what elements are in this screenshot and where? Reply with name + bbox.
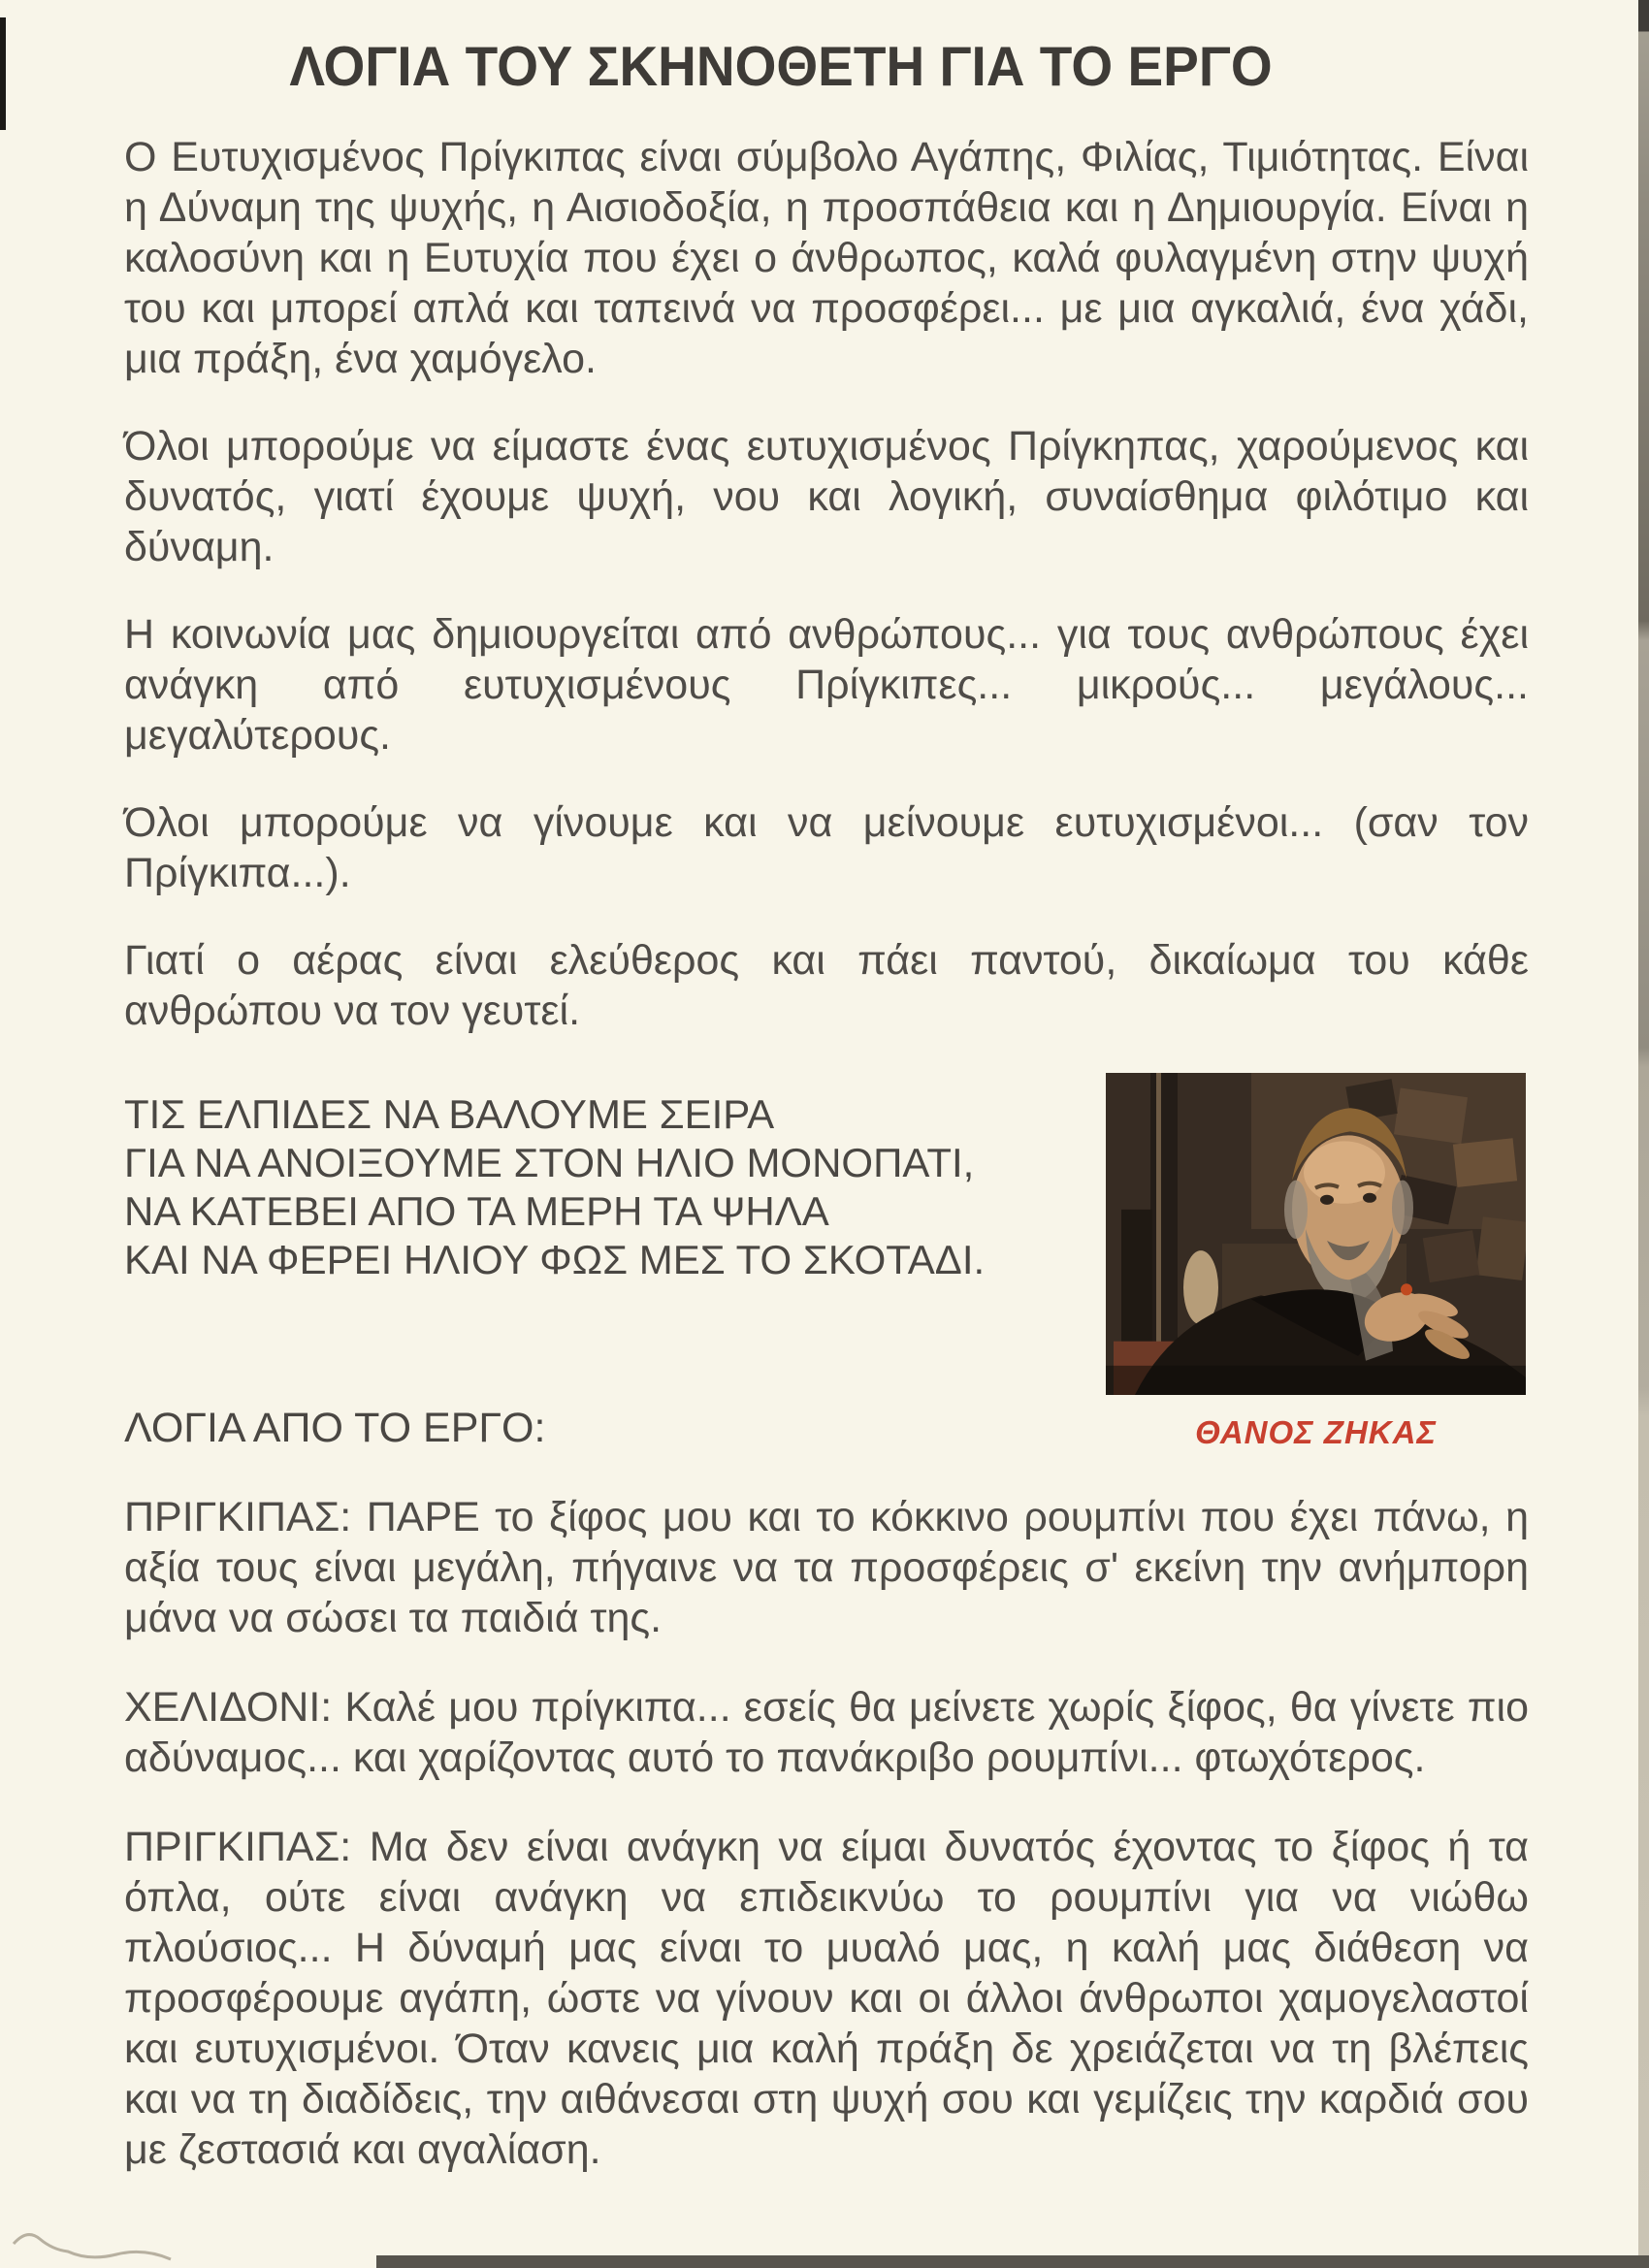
dialogue-text: ΠΑΡΕ το ξίφος μου και το κόκκινο ρουμπίνι που έχει πάνω, η αξία τους είναι μεγάλη, πήγαινε να τα προσφέρεις σ' εκείνη την ανήμπορη μάνα να σώσει τα παιδιά της. (124, 1494, 1529, 1641)
poem-line: ΤΙΣ ΕΛΠΙΔΕΣ ΝΑ ΒΑΛΟΥΜΕ ΣΕΙΡΑ (124, 1091, 775, 1137)
scan-edge-right (1638, 0, 1649, 2268)
poem-line: ΓΙΑ ΝΑ ΑΝΟΙΞΟΥΜΕ ΣΤΟΝ ΗΛΙΟ ΜΟΝΟΠΑΤΙ, (124, 1140, 975, 1185)
dialogue-paragraph (124, 1682, 1529, 1783)
director-paragraph: Όλοι μπορούμε να είμαστε ένας ευτυχισμένος Πρίγκηπας, χαρούμενος και δυνατός, γιατί έχουμε ψυχή, νου και λογική, συναίσθημα φιλότιμο και δύναμη. (124, 423, 1529, 570)
dialogue-text: Μα δεν είναι ανάγκη να είμαι δυνατός έχοντας το ξίφος ή τα όπλα, ούτε είναι ανάγκη να επιδεικνύω το ρουμπίνι για να νιώθω πλούσιος... Η δύναμή μας είναι το μυαλό μας, η καλή μας διάθεση να προσφέρουμε αγάπη, ώστε να γίνουν και οι άλλοι άνθρωποι χαμογελαστοί και ευτυχισμένοι. Όταν κανεις μια καλή πράξη δε χρειάζεται να τη βλέπεις και να τη διαδίδεις, την αιθάνεσαι στη ψυχή σου και γεμίζεις την καρδιά σου με ζεστασιά και αγαλίαση. (124, 1824, 1529, 2173)
dialogue-text: Καλέ μου πρίγκιπα... εσείς θα μείνετε χωρίς ξίφος, θα γίνετε πιο αδύναμος... και χαρίζοντας αυτό το πανάκριβο ρουμπίνι... φτωχότερος. (124, 1684, 1529, 1781)
poem-line: ΝΑ ΚΑΤΕΒΕΙ ΑΠΟ ΤΑ ΜΕΡΗ ΤΑ ΨΗΛΑ (124, 1188, 829, 1234)
director-paragraph: Η κοινωνία μας δημιουργείται από ανθρώπους... για τους ανθρώπους έχει ανάγκη από ευτυχισμένους Πρίγκιπες... μικρούς... μεγάλους... μεγαλύτερους. (124, 611, 1529, 759)
speaker-label: ΠΡΙΓΚΙΠΑΣ: (124, 1824, 352, 1870)
photo-caption: ΘΑΝΟΣ ΖΗΚΑΣ (1195, 1414, 1437, 1450)
director-statement (124, 132, 1529, 1073)
scan-bottom-band (376, 2255, 1649, 2268)
poem (124, 1090, 1133, 1284)
director-photo (1106, 1073, 1526, 1395)
director-photo-illustration (1106, 1073, 1526, 1395)
director-paragraph: Γιατί ο αέρας είναι ελεύθερος και πάει παντού, δικαίωμα του κάθε ανθρώπου να τον γευτεί. (124, 937, 1529, 1034)
page-title: ΛΟΓΙΑ ΤΟΥ ΣΚΗΝΟΘΕΤΗ ΓΙΑ ΤΟ ΕΡΓΟ (289, 34, 1273, 98)
speaker-label: ΧΕΛΙΔΟΝΙ: (124, 1684, 333, 1731)
speaker-label: ΠΡΙΓΚΙΠΑΣ: (124, 1494, 352, 1540)
pencil-mark (8, 2224, 178, 2268)
director-paragraph: Ο Ευτυχισμένος Πρίγκιπας είναι σύμβολο Αγάπης, Φιλίας, Τιμιότητας. Είναι η Δύναμη της ψυχής, η Αισιοδοξία, η προσπάθεια και η Δημιουργία. Είναι η καλοσύνη και η Ευτυχία που έχει ο άνθρωπος, καλά φυλαγμένη στην ψυχή του και μπορεί απλά και ταπεινά να προσφέρει... με μια αγκαλιά, ένα χάδι, μια πράξη, ένα χαμόγελο. (124, 134, 1529, 382)
play-quotes (124, 1492, 1529, 2214)
section-heading-quotes: ΛΟΓΙΑ ΑΠΟ ΤΟ ΕΡΓΟ: (124, 1405, 546, 1451)
scan-edge-left-mark (0, 17, 6, 130)
dialogue-paragraph (124, 1492, 1529, 1643)
director-paragraph: Όλοι μπορούμε να γίνουμε και να μείνουμε ευτυχισμένοι... (σαν τον Πρίγκιπα...). (124, 799, 1529, 896)
poem-line: ΚΑΙ ΝΑ ΦΕΡΕΙ ΗΛΙΟΥ ΦΩΣ ΜΕΣ ΤΟ ΣΚΟΤΑΔΙ. (124, 1237, 986, 1282)
dialogue-paragraph (124, 1822, 1529, 2175)
